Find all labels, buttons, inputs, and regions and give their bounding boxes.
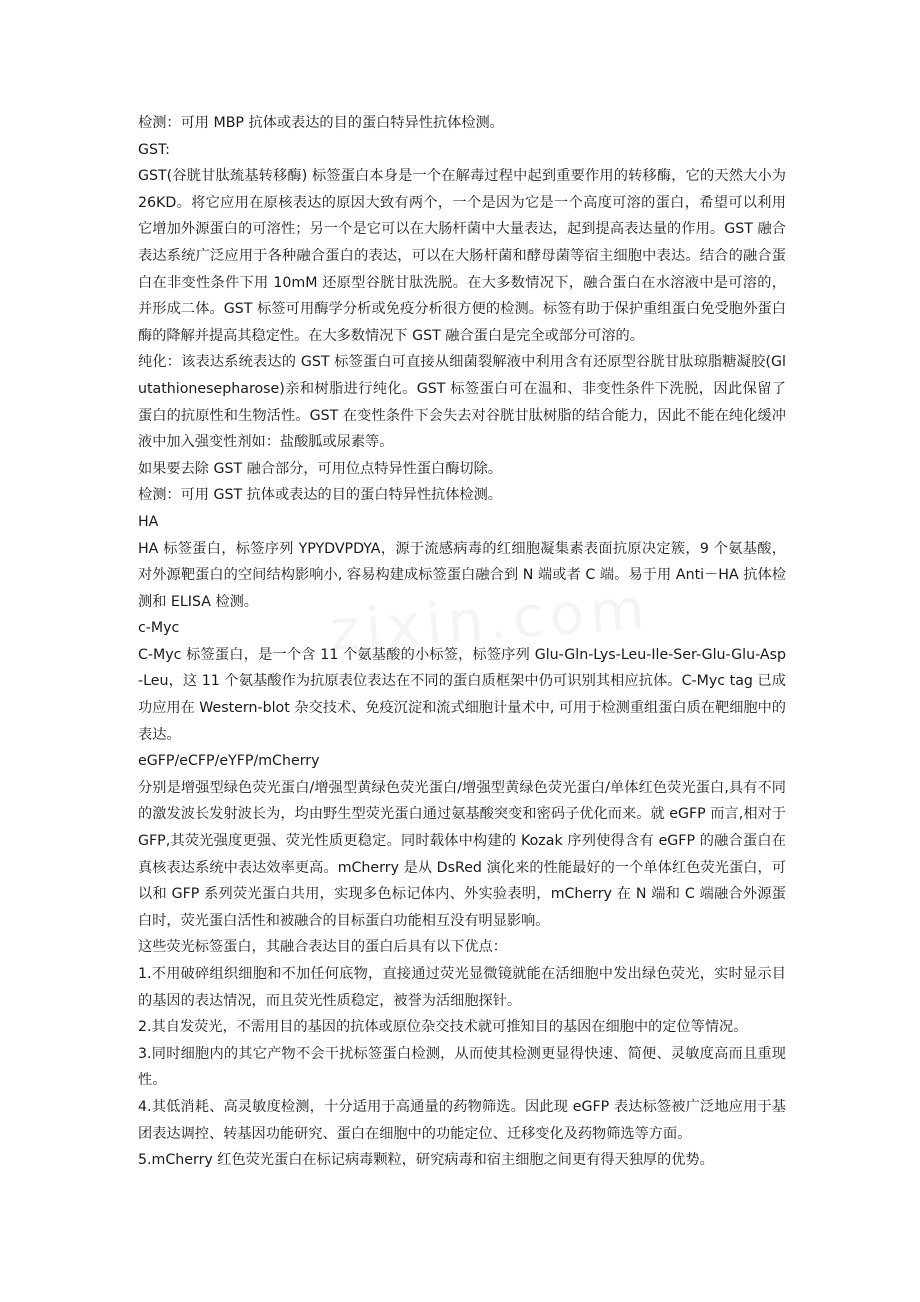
c-myc-description-paragraph: C-Myc 标签蛋白，是一个含 11 个氨基酸的小标签，标签序列 Glu-Gln-Lys-Leu-Ile-Ser-Glu-Glu-Asp-Leu，这 11 个氨基酸作为抗原表位表达在不同的蛋白质框架中仍可识别其相应抗体。C-Myc tag 已成功应用在 Western-blot 杂交技术、免疫沉淀和流式细胞计量术中, 可用于检测重组蛋白质在靶细胞中的表达。 (138, 646, 786, 743)
heading-ha: HA (138, 513, 159, 530)
fluorescent-proteins-description-paragraph: 分别是增强型绿色荧光蛋白/增强型黄绿色荧光蛋白/增强型黄绿色荧光蛋白/单体红色荧光蛋白,具有不同的激发波长发射波长为，均由野生型荧光蛋白通过氨基酸突变和密码子优化而来。就 eGFP 而言,相对于 GFP,其荧光强度更强、荧光性质更稳定。同时载体中构建的 Kozak 序列使得含有 eGFP 的融合蛋白在真核表达系统中表达效率更高。mCherry 是从 DsRed 演化来的性能最好的一个单体红色荧光蛋白，可以和 GFP 系列荧光蛋白共用，实现多色标记体内、外实验表明，mCherry 在 N 端和 C 端融合外源蛋白时，荧光蛋白活性和被融合的目标蛋白功能相互没有明显影响。 (138, 779, 786, 929)
document-body (138, 110, 786, 1174)
gst-removal-paragraph: 如果要去除 GST 融合部分，可用位点特异性蛋白酶切除。 (138, 460, 502, 477)
gst-purification-paragraph: 纯化：该表达系统表达的 GST 标签蛋白可直接从细菌裂解液中利用含有还原型谷胱甘肽琼脂糖凝胶(Glutathionesepharose)亲和树脂进行纯化。GST 标签蛋白可在温和、非变性条件下洗脱，因此保留了蛋白的抗原性和生物活性。GST 在变性条件下会失去对谷胱甘肽树脂的结合能力，因此不能在纯化缓冲液中加入强变性剂如：盐酸胍或尿素等。 (138, 354, 786, 451)
detection-mbp-paragraph: 检测：可用 MBP 抗体或表达的目的蛋白特异性抗体检测。 (138, 115, 504, 131)
advantage-item-2: 2.其自发荧光，不需用目的基因的抗体或原位杂交技术就可推知目的基因在细胞中的定位等情况。 (138, 1019, 748, 1036)
advantages-intro-paragraph: 这些荧光标签蛋白，其融合表达目的蛋白后具有以下优点： (138, 939, 507, 956)
heading-c-myc: c-Myc (138, 620, 180, 637)
advantage-item-4: 4.其低消耗、高灵敏度检测，十分适用于高通量的药物筛选。因此现 eGFP 表达标签被广泛地应用于基团表达调控、转基因功能研究、蛋白在细胞中的功能定位、迁移变化及药物筛选等方面。 (138, 1098, 786, 1142)
heading-fluorescent-proteins: eGFP/eCFP/eYFP/mCherry (138, 753, 320, 770)
ha-description-paragraph: HA 标签蛋白，标签序列 YPYDVPDYA，源于流感病毒的红细胞凝集素表面抗原决定簇，9 个氨基酸，对外源靶蛋白的空间结构影响小, 容易构建成标签蛋白融合到 N 端或者 C 端。易于用 Anti－HA 抗体检测和 ELISA 检测。 (138, 540, 786, 610)
advantage-item-1: 1.不用破碎组织细胞和不加任何底物，直接通过荧光显微镜就能在活细胞中发出绿色荧光，实时显示目的基因的表达情况，而且荧光性质稳定，被誉为活细胞探针。 (138, 966, 786, 1009)
advantage-item-5: 5.mCherry 红色荧光蛋白在标记病毒颗粒，研究病毒和宿主细胞之间更有得天独厚的优势。 (138, 1152, 714, 1169)
heading-gst: GST: (138, 141, 170, 158)
gst-description-paragraph: GST(谷胱甘肽巯基转移酶) 标签蛋白本身是一个在解毒过程中起到重要作用的转移酶，它的天然大小为 26KD。将它应用在原核表达的原因大致有两个，一个是因为它是一个高度可溶的蛋白，希望可以利用它增加外源蛋白的可溶性；另一个是它可以在大肠杆菌中大量表达，起到提高表达量的作用。GST 融合表达系统广泛应用于各种融合蛋白的表达，可以在大肠杆菌和酵母菌等宿主细胞中表达。结合的融合蛋白在非变性条件下用 10mM 还原型谷胱甘肽洗脱。在大多数情况下，融合蛋白在水溶液中是可溶的，并形成二体。GST 标签可用酶学分析或免疫分析很方便的检测。标签有助于保护重组蛋白免受胞外蛋白酶的降解并提高其稳定性。在大多数情况下 GST 融合蛋白是完全或部分可溶的。 (138, 168, 786, 344)
gst-detection-paragraph: 检测：可用 GST 抗体或表达的目的蛋白特异性抗体检测。 (138, 487, 502, 504)
advantage-item-3: 3.同时细胞内的其它产物不会干扰标签蛋白检测，从而使其检测更显得快速、简便、灵敏度高而且重现性。 (138, 1045, 786, 1089)
